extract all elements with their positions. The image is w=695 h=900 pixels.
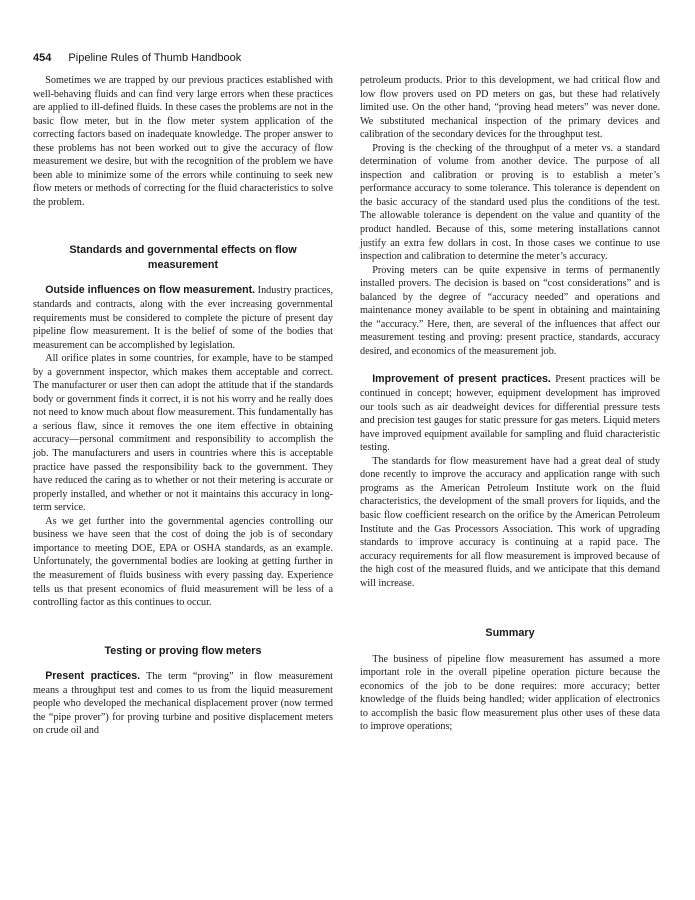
run-in-heading: Improvement of present practices. [372,373,551,386]
run-in-heading: Outside influences on flow measurement. [45,284,256,297]
paragraph-text: Industry practices, standards and contracts, along with the ever increasing governmental requirements must be considered to complete the picture of present day pipeline flow measurement. It is the belief of some of the bodies that measurement can be accomplished by legislation. [33,285,333,351]
section-heading-standards: Standards and governmental effects on flow measurement [69,244,297,271]
paragraph: petroleum products. Prior to this development, we had critical flow and low flow provers used on PD meters on gas, but these had relatively limited use. On the other hand, “proving head meters” was never done. We substituted mechanical inspection of the primary devices and calibration of the secondary devices for the throughput test. [360,75,660,141]
run-in-heading: Present practices. [45,670,141,683]
paragraph [33,284,333,352]
paragraph: The business of pipeline flow measurement has assumed a more important role in the overall pipeline operation picture because the economics of the job to be done requires: more accuracy; better knowledge of the fluids being handled; wider application of electronics to accomplish the basic flow measurement plus other uses of these data to improve operations; [360,653,660,733]
paragraph: As we get further into the governmental agencies controlling our business we have seen that the cost of doing the job is of secondary importance to meeting DOE, EPA or OSHA standards, as an example. Unfortunately, the governmental bodies are looking at getting further in the measurement of fluids business with every passing day. Experience tells us that present economics of fluid measurement will be less of a controlling factor as this continues to occur. [33,515,333,609]
paragraph: Proving meters can be quite expensive in terms of permanently installed provers. The decision is based on “cost considerations” and is balanced by the degree of “accuracy needed” and operations and maintenance money available to be spent in obtaining and maintaining the “accuracy.” Here, then, are several of the influences that affect our measurement testing and proving: present practice, standards, accuracy desired, and economics of the measurement job. [360,264,660,357]
paragraph [360,373,660,454]
paragraph: Proving is the checking of the throughput of a meter vs. a standard determination of volume from another device. The purpose of all inspection and calibration or proving is to establish a meter’s performance accuracy to some tolerance. This tolerance is dependent on the basic accuracy of the standard used plus the conditions of the test. The allowable tolerance is dependent on the value and quantity of the product handled. Because of this, some metering installations cannot justify an extra few dollars in cost. In those cases we continue to use inspection and calibration to determine the meter’s accuracy. [360,142,660,263]
paragraph: All orifice plates in some countries, for example, have to be stamped by a government inspector, which makes them acceptable and correct. The manufacturer or user then can adopt the attitude that if the standards body or government finds it correct, it is not his worry and he really does not need to know much about flow measurement. This fundamentally has a serious flaw, since it removes the one item effective in obtaining accuracy—personal commitment and responsibility to accomplish the job. The manufacturers and users in countries where this is acceptable practice have passed the responsibility back to the government. They have reduced the caring as to whether or not their metering is accurate or properly installed, and whether or not it maintains this accuracy in long-term service. [33,353,333,514]
paragraph [33,670,333,738]
right-column [360,74,660,734]
section-heading-testing: Testing or proving flow meters [104,644,262,657]
paragraph-text: The term “proving” in flow measurement means a throughput test and comes to us from the liquid measurement people who developed the mechanical displacement prover (now termed the “pipe prover”) for proving turbine and positive displacement meters on crude oil and [33,671,334,737]
page-header [33,52,241,64]
paragraph-text: Present practices will be continued in concept; however, equipment development has improved our tools such as air deadweight devices for differential pressure tests and precision test gauges for static pressure for gas meters. Liquid meters have improved equipment available for sampling and fluid characteristic testing. [360,374,660,454]
paragraph: The standards for flow measurement have had a great deal of study done recently to improve the accuracy and application range with such programs as the American Petroleum Institute work on the fluid characteristics, the development of the small provers for liquids, and the basic flow coefficient research on the orifice by the American Petroleum Institute and the Gas Processors Association. This work of upgrading standards to improve accuracy is continuing at a rapid pace. The accuracy requirements for all flow measurement is improved because of the high cost of the measured fluids, and we anticipate that this demand will increase. [360,455,660,589]
running-title: Pipeline Rules of Thumb Handbook [68,52,242,64]
left-column [33,74,333,738]
page-number: 454 [33,52,52,64]
paragraph: Sometimes we are trapped by our previous practices established with well-behaving fluids and can find very large errors when these practices are applied to ill-defined fluids. In these cases the problems are not in the basic flow meter, but in the flow meter system application of the correcting factors based on inadequate knowledge. The proper answer to these problems has not been worked out to give the accuracy of flow measurement we desire, but with the recognition of the problem we have been able to minimize some of the errors while continuing to seek new flow meters or methods of correcting for the fluid characteristics to solve the problem. [33,75,333,208]
section-heading-summary: Summary [485,627,535,640]
